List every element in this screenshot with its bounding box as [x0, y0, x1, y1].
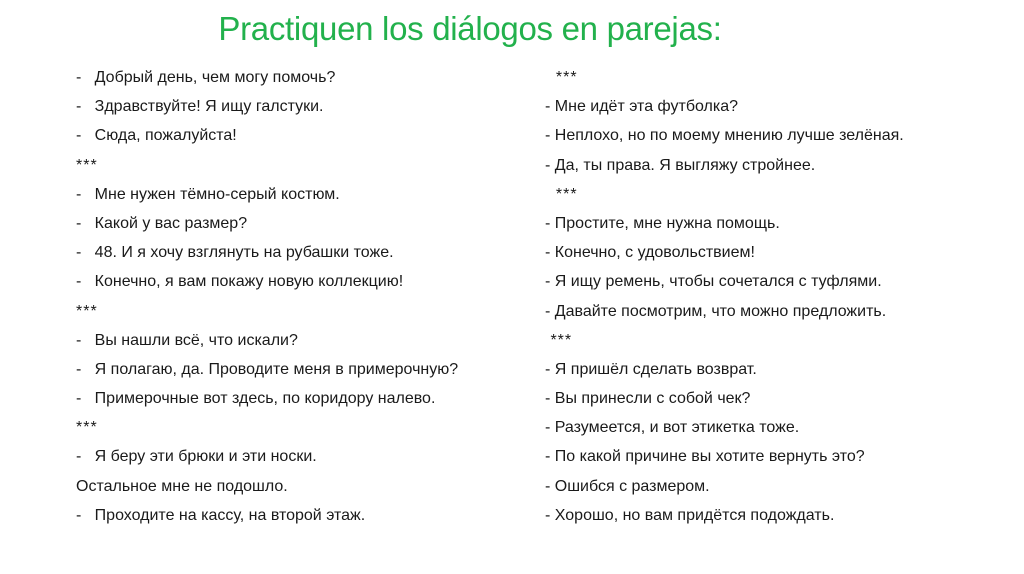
dialogue-line: - Ошибся с размером. — [545, 477, 710, 495]
dialogue-line: - Разумеется, и вот этикетка тоже. — [545, 419, 800, 437]
dialogue-line: - Проходите на кассу, на второй этаж. — [76, 506, 366, 524]
dialogue-line: - Конечно, я вам покажу новую коллекцию! — [76, 273, 404, 291]
dialogue-line: - Сюда, пожалуйста! — [76, 127, 237, 145]
slide-title: Practiquen los diálogos en parejas: — [218, 10, 722, 47]
dialogue-line: - Хорошо, но вам придётся подождать. — [545, 506, 835, 524]
dialogue-line: - Какой у вас размер? — [76, 214, 248, 232]
dialogue-separator: *** — [76, 156, 98, 174]
dialogue-line: - Я беру эти брюки и эти носки. — [76, 448, 317, 466]
dialogue-line: - Я пришёл сделать возврат. — [545, 360, 757, 378]
dialogue-separator: *** — [76, 419, 98, 437]
dialogue-line: - Я полагаю, да. Проводите меня в примерочную? — [76, 360, 459, 378]
dialogue-line: - Я ищу ремень, чтобы сочетался с туфлями. — [545, 273, 882, 291]
dialogue-line: - 48. И я хочу взглянуть на рубашки тоже. — [76, 244, 394, 262]
dialogue-line: - Давайте посмотрим, что можно предложить. — [545, 302, 887, 320]
dialogue-line: - Мне нужен тёмно-серый костюм. — [76, 185, 340, 203]
dialogue-line: - Здравствуйте! Я ищу галстуки. — [76, 98, 324, 116]
dialogue-line: - Вы нашли всё, что искали? — [76, 331, 298, 349]
dialogue-separator: *** — [545, 331, 573, 349]
dialogue-line: - Простите, мне нужна помощь. — [545, 214, 780, 232]
right-dialogue-column — [545, 63, 1005, 530]
dialogue-line: - По какой причине вы хотите вернуть это? — [545, 448, 865, 466]
dialogue-line: - Добрый день, чем могу помочь? — [76, 69, 336, 86]
dialogue-line: - Конечно, с удовольствием! — [545, 244, 755, 262]
dialogue-line: - Вы принесли с собой чек? — [545, 390, 751, 408]
dialogue-line: - Примерочные вот здесь, по коридору налево. — [76, 390, 436, 408]
dialogue-line: - Неплохо, но по моему мнению лучше зелёная. — [545, 127, 904, 145]
dialogue-separator: *** — [545, 185, 578, 203]
left-dialogue-column — [76, 63, 536, 530]
dialogue-line: Остальное мне не подошло. — [76, 477, 288, 495]
dialogue-line: - Да, ты права. Я выгляжу стройнее. — [545, 156, 816, 174]
dialogue-separator: *** — [76, 302, 98, 320]
dialogue-separator: *** — [545, 69, 578, 86]
dialogue-line: - Мне идёт эта футболка? — [545, 98, 739, 116]
